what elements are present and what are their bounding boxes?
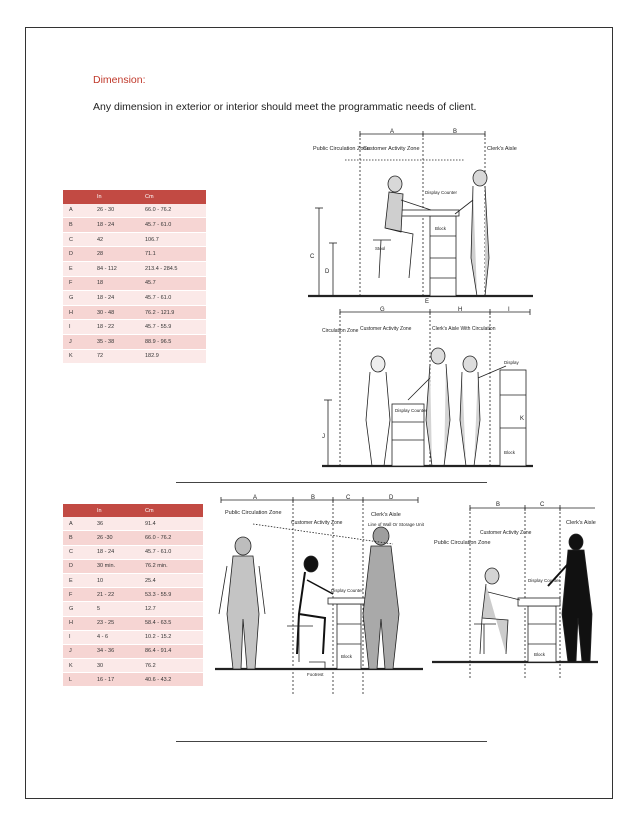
row-in: 18 - 24 xyxy=(91,218,139,233)
row-in: 18 - 24 xyxy=(91,545,139,559)
row-cm: 71.1 xyxy=(139,247,206,262)
row-key: J xyxy=(63,334,91,349)
row-in: 21 - 22 xyxy=(91,588,139,602)
table-row xyxy=(63,218,206,233)
dim-label-a: A xyxy=(253,495,258,501)
label-customer-activity: Customer Activity Zone xyxy=(480,530,532,536)
table-row xyxy=(63,602,203,616)
table-row xyxy=(63,517,203,531)
row-in: 5 xyxy=(91,602,139,616)
header-in: In xyxy=(91,504,139,517)
table-row xyxy=(63,232,206,247)
row-cm: 86.4 - 91.4 xyxy=(139,644,203,658)
row-key: G xyxy=(63,291,91,306)
row-in: 30 min. xyxy=(91,559,139,573)
table-row xyxy=(63,247,206,262)
row-cm: 58.4 - 63.5 xyxy=(139,616,203,630)
label-customer-activity: Customer Activity Zone xyxy=(363,146,420,152)
label-line-of-wall: Line of Wall Or Storage Unit xyxy=(368,522,424,527)
table-row xyxy=(63,334,206,349)
row-key: B xyxy=(63,531,91,545)
row-key: F xyxy=(63,588,91,602)
label-circulation-zone: Circulation Zone xyxy=(322,328,359,334)
label-footrest: Footrest xyxy=(307,672,324,677)
dim-label-i: I xyxy=(508,307,510,313)
row-in: 23 - 25 xyxy=(91,616,139,630)
label-display-counter: Display Counter xyxy=(331,588,364,593)
row-cm: 106.7 xyxy=(139,232,206,247)
dim-label-b: B xyxy=(311,495,316,501)
row-key: K xyxy=(63,659,91,673)
row-cm: 88.9 - 96.5 xyxy=(139,334,206,349)
row-cm: 213.4 - 284.5 xyxy=(139,261,206,276)
label-display-counter: Display Counter xyxy=(528,578,561,583)
row-key: J xyxy=(63,644,91,658)
row-in: 18 - 24 xyxy=(91,291,139,306)
table-row xyxy=(63,320,206,335)
table-row xyxy=(63,573,203,587)
anthropometric-diagram-3 xyxy=(213,494,425,699)
table-row xyxy=(63,673,203,687)
row-key: I xyxy=(63,630,91,644)
row-cm: 45.7 - 61.0 xyxy=(139,291,206,306)
row-cm: 182.9 xyxy=(139,349,206,364)
dim-label-e: E xyxy=(425,299,430,303)
dimension-table-1 xyxy=(63,190,206,364)
table-header-row xyxy=(63,504,203,517)
row-in: 42 xyxy=(91,232,139,247)
row-cm: 76.2 - 121.9 xyxy=(139,305,206,320)
dim-label-b: B xyxy=(496,502,501,508)
dim-label-h: H xyxy=(458,307,463,313)
label-display-counter: Display Counter xyxy=(395,408,428,413)
dim-label-c: C xyxy=(540,502,545,508)
section-divider xyxy=(176,741,487,742)
dim-label-k: K xyxy=(520,416,525,422)
table-row xyxy=(63,545,203,559)
row-in: 36 xyxy=(91,517,139,531)
header-key xyxy=(63,190,91,204)
dim-label-d: D xyxy=(325,269,330,275)
row-key: L xyxy=(63,673,91,687)
label-block: Block xyxy=(504,450,516,455)
anthropometric-diagram-1 xyxy=(305,128,535,303)
table-row xyxy=(63,531,203,545)
dim-label-c: C xyxy=(310,254,315,260)
header-cm: Cm xyxy=(139,504,203,517)
label-customer-activity: Customer Activity Zone xyxy=(360,326,412,332)
table-row xyxy=(63,659,203,673)
section-divider xyxy=(176,482,487,483)
table-row xyxy=(63,644,203,658)
dim-label-a: A xyxy=(390,129,395,135)
anthropometric-diagram-2 xyxy=(320,300,535,472)
table-row xyxy=(63,291,206,306)
row-in: 4 - 6 xyxy=(91,630,139,644)
row-key: F xyxy=(63,276,91,291)
row-key: H xyxy=(63,616,91,630)
label-block: Block xyxy=(341,654,353,659)
row-cm: 45.7 - 61.0 xyxy=(139,218,206,233)
row-key: B xyxy=(63,218,91,233)
row-key: K xyxy=(63,349,91,364)
dimension-table-2 xyxy=(63,504,203,687)
row-in: 26 - 30 xyxy=(91,204,139,218)
row-cm: 45.7 - 61.0 xyxy=(139,545,203,559)
header-in: In xyxy=(91,190,139,204)
anthropometric-diagram-4 xyxy=(430,494,600,684)
row-key: A xyxy=(63,204,91,218)
row-cm: 76.2 xyxy=(139,659,203,673)
label-public-circulation: Public Circulation Zone xyxy=(434,540,491,546)
header-key xyxy=(63,504,91,517)
row-in: 30 - 48 xyxy=(91,305,139,320)
row-cm: 12.7 xyxy=(139,602,203,616)
label-customer-activity: Customer Activity Zone xyxy=(291,520,343,526)
label-block: Block xyxy=(534,652,546,657)
label-public-circulation: Public Circulation Zone xyxy=(313,146,370,152)
row-cm: 66.0 - 76.2 xyxy=(139,204,206,218)
label-block: Block xyxy=(435,226,447,231)
row-cm: 40.6 - 43.2 xyxy=(139,673,203,687)
row-key: D xyxy=(63,559,91,573)
row-key: A xyxy=(63,517,91,531)
row-key: H xyxy=(63,305,91,320)
row-in: 26 -30 xyxy=(91,531,139,545)
row-key: C xyxy=(63,232,91,247)
dim-label-d: D xyxy=(389,495,394,501)
table-row xyxy=(63,349,206,364)
label-clerks-aisle: Clerk's Aisle xyxy=(566,520,596,526)
table-row xyxy=(63,559,203,573)
row-in: 84 - 112 xyxy=(91,261,139,276)
row-in: 18 - 22 xyxy=(91,320,139,335)
row-key: E xyxy=(63,261,91,276)
row-in: 28 xyxy=(91,247,139,262)
label-clerks-aisle: Clerk's Aisle xyxy=(371,512,401,518)
row-in: 18 xyxy=(91,276,139,291)
label-stool: Stool xyxy=(375,246,386,251)
row-in: 35 - 38 xyxy=(91,334,139,349)
row-cm: 66.0 - 76.2 xyxy=(139,531,203,545)
table-row xyxy=(63,204,206,218)
table-row xyxy=(63,261,206,276)
row-key: E xyxy=(63,573,91,587)
table-row xyxy=(63,616,203,630)
table-row xyxy=(63,630,203,644)
row-cm: 91.4 xyxy=(139,517,203,531)
row-in: 16 - 17 xyxy=(91,673,139,687)
row-key: G xyxy=(63,602,91,616)
row-in: 34 - 36 xyxy=(91,644,139,658)
dim-label-c: C xyxy=(346,495,351,501)
row-cm: 25.4 xyxy=(139,573,203,587)
table-header-row xyxy=(63,190,206,204)
dim-label-b: B xyxy=(453,129,458,135)
label-display: Display xyxy=(504,360,519,365)
table-row xyxy=(63,588,203,602)
label-clerks-aisle: Clerk's Aisle xyxy=(487,146,517,152)
row-key: D xyxy=(63,247,91,262)
label-display-counter: Display Counter xyxy=(425,190,458,195)
label-clerks-aisle: Clerk's Aisle With Circulation xyxy=(432,326,496,332)
row-cm: 45.7 - 55.9 xyxy=(139,320,206,335)
row-key: C xyxy=(63,545,91,559)
table-row xyxy=(63,305,206,320)
row-key: I xyxy=(63,320,91,335)
row-in: 10 xyxy=(91,573,139,587)
row-in: 30 xyxy=(91,659,139,673)
row-cm: 53.3 - 55.9 xyxy=(139,588,203,602)
label-public-circulation: Public Circulation Zone xyxy=(225,510,282,516)
intro-paragraph: Any dimension in exterior or interior should meet the programmatic needs of client. xyxy=(93,101,477,113)
row-cm: 45.7 xyxy=(139,276,206,291)
row-in: 72 xyxy=(91,349,139,364)
row-cm: 10.2 - 15.2 xyxy=(139,630,203,644)
dim-label-g: G xyxy=(380,307,385,313)
section-heading: Dimension: xyxy=(93,74,146,86)
row-cm: 76.2 min. xyxy=(139,559,203,573)
dim-label-j: J xyxy=(322,434,325,440)
table-row xyxy=(63,276,206,291)
header-cm: Cm xyxy=(139,190,206,204)
